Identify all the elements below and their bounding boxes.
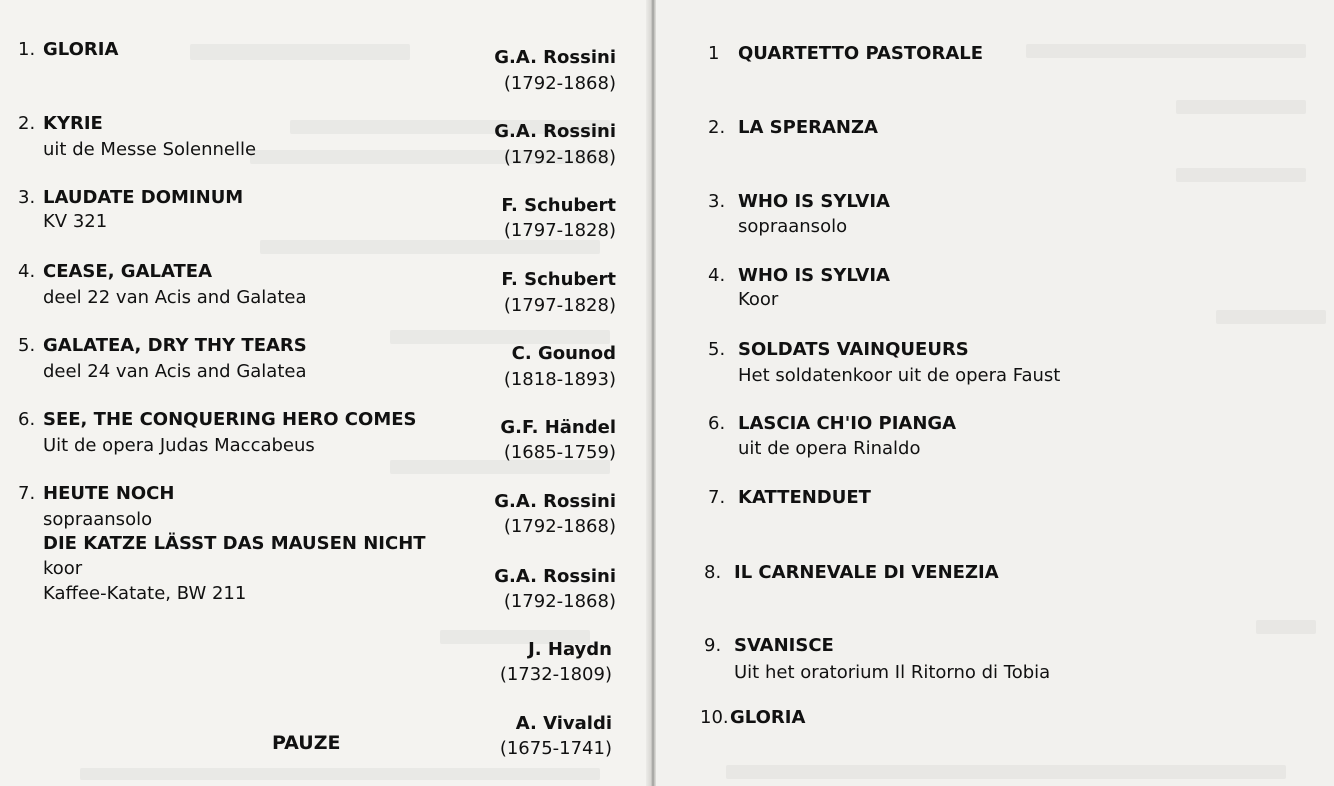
item-composer: G.F. Händel [500, 417, 616, 438]
item-number: 9. [704, 635, 722, 656]
item-title: GLORIA [730, 707, 806, 728]
item-composer: F. Schubert [501, 269, 616, 290]
item-subtitle: deel 22 van Acis and Galatea [43, 287, 307, 308]
item-number: 2. [18, 113, 36, 134]
item-source: Kaffee-Katate, BW 211 [43, 583, 247, 604]
item-composer: G.A. Rossini [494, 47, 616, 68]
item-title: KATTENDUET [738, 487, 871, 508]
item-title: GLORIA [43, 39, 119, 60]
item-subtitle: deel 24 van Acis and Galatea [43, 361, 307, 382]
item-years: (1797-1828) [503, 220, 616, 241]
item-composer: A. Vivaldi [515, 713, 612, 734]
item-title: KYRIE [43, 113, 103, 134]
item-number: 4. [18, 261, 36, 282]
item-number: 2. [708, 117, 726, 138]
item-number: 3. [708, 191, 726, 212]
item-number: 7. [18, 483, 36, 504]
item-number: 6. [708, 413, 726, 434]
item-title: GALATEA, DRY THY TEARS [43, 335, 307, 356]
item-number: 1. [18, 39, 36, 60]
item-subtitle: uit de Messe Solennelle [43, 139, 257, 160]
item-number: 3. [18, 187, 36, 208]
item-title: SVANISCE [734, 635, 834, 656]
item-composer: C. Gounod [511, 343, 616, 364]
show-through-text [80, 768, 600, 780]
right-page [494, 0, 1334, 786]
item-title: LAUDATE DOMINUM [43, 187, 244, 208]
item-years: (1792-1868) [503, 73, 616, 94]
item-number: 1 [708, 43, 720, 64]
item-second-title: DIE KATZE LÄSST DAS MAUSEN NICHT [43, 533, 426, 554]
item-number: 8. [704, 562, 722, 583]
pause-heading: PAUZE [272, 732, 341, 754]
show-through-text [190, 44, 410, 60]
item-second-subtitle: koor [43, 558, 83, 579]
show-through-text [726, 765, 1286, 779]
item-subtitle: sopraansolo [43, 509, 153, 530]
item-number: 4. [708, 265, 726, 286]
item-number: 7. [708, 487, 726, 508]
item-title: LASCIA CH'IO PIANGA [738, 413, 957, 434]
item-title: QUARTETTO PASTORALE [738, 43, 984, 64]
item-subtitle: uit de opera Rinaldo [738, 438, 921, 459]
item-subtitle: KV 321 [43, 211, 108, 232]
item-number: 10. [700, 707, 729, 728]
item-composer: F. Schubert [501, 195, 616, 216]
item-years: (1732-1809) [499, 664, 612, 685]
show-through-text [1216, 310, 1326, 324]
item-subtitle: Uit het oratorium Il Ritorno di Tobia [734, 662, 1051, 683]
item-title: HEUTE NOCH [43, 483, 175, 504]
item-composer: G.A. Rossini [494, 491, 616, 512]
item-years: (1675-1741) [499, 738, 612, 759]
item-title: WHO IS SYLVIA [738, 265, 890, 286]
item-years: (1792-1868) [503, 591, 616, 612]
item-title: SEE, THE CONQUERING HERO COMES [43, 409, 417, 430]
item-subtitle: Uit de opera Judas Maccabeus [43, 435, 315, 456]
item-composer: J. Haydn [528, 639, 612, 660]
item-title: IL CARNEVALE DI VENEZIA [734, 562, 999, 583]
show-through-text [1176, 168, 1306, 182]
show-through-text [1256, 620, 1316, 634]
item-number: 5. [708, 339, 726, 360]
item-number: 5. [18, 335, 36, 356]
item-years: (1797-1828) [503, 295, 616, 316]
item-composer: G.A. Rossini [494, 121, 616, 142]
item-years: (1685-1759) [503, 442, 616, 463]
item-number: 6. [18, 409, 36, 430]
item-subtitle: sopraansolo [738, 216, 848, 237]
item-subtitle: Koor [738, 289, 779, 310]
item-title: CEASE, GALATEA [43, 261, 213, 282]
item-composer: G.A. Rossini [494, 566, 616, 587]
show-through-text [1026, 44, 1306, 58]
item-years: (1792-1868) [503, 516, 616, 537]
item-title: WHO IS SYLVIA [738, 191, 890, 212]
item-years: (1792-1868) [503, 147, 616, 168]
item-years: (1818-1893) [503, 369, 616, 390]
item-title: LA SPERANZA [738, 117, 878, 138]
show-through-text [1176, 100, 1306, 114]
item-subtitle: Het soldatenkoor uit de opera Faust [738, 365, 1061, 386]
item-title: SOLDATS VAINQUEURS [738, 339, 969, 360]
